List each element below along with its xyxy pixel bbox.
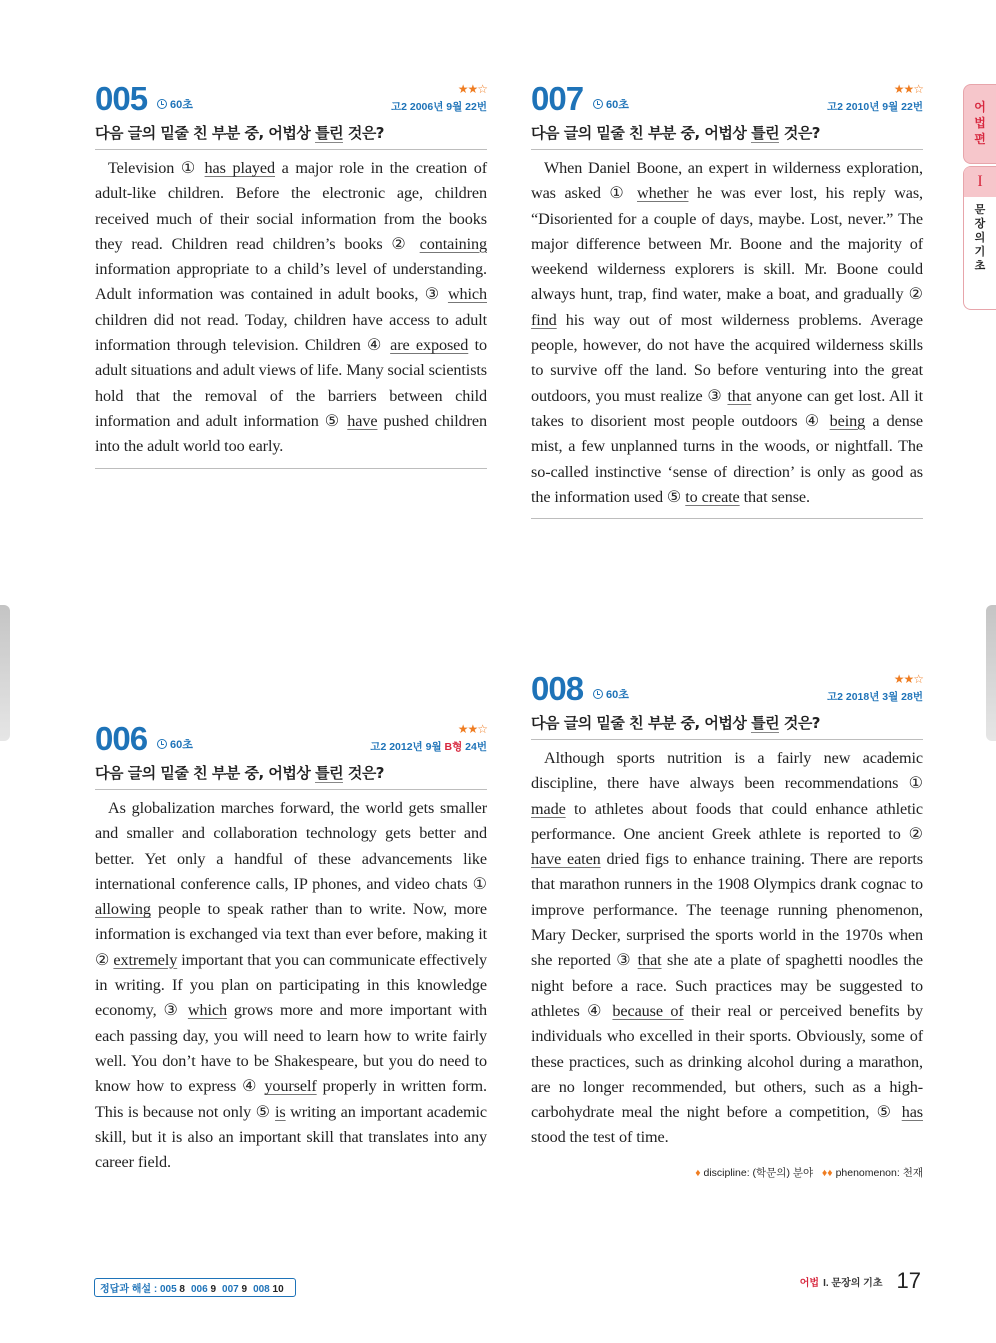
question-prompt [95, 118, 487, 150]
passage-segment: pushed children into the adult world too early. [95, 411, 487, 456]
question-number: 005 [95, 80, 148, 117]
underlined-option: find [531, 310, 557, 329]
tab-char: 초 [974, 259, 986, 272]
passage-segment: anyone can get lost. All it takes to disorient most people outdoors ④ [531, 386, 923, 430]
underlined-option: because of [612, 1001, 684, 1020]
gloss-item: discipline: (학문의) 분야 [703, 1166, 814, 1179]
passage-segment: their real or perceived benefits by individuals who excelled in their sports. Obviously, some of these practices, such as drinking alcohol during a marathon, are no longer recommended, but others, such as a high-carbohydrate meal the night before a competition, ⑤ [531, 1001, 923, 1122]
tab-char: 의 [974, 231, 986, 244]
answer-page: 9 [238, 1284, 248, 1295]
passage-segment: important that you can communicate effectively in writing. If you plan on participating in this knowledge economy, ③ [95, 950, 487, 1020]
passage-segment: he was ever lost, his reply was, “Disoriented for a couple of days, maybe. Lost, never.” The major difference between Mr. Boone and the majority of weekend wilderness explorers is skill. Mr. Boone could always hunt, trap, find water, make a boat, and gradually ② [531, 184, 924, 304]
underlined-option: have eaten [531, 850, 601, 869]
prompt-text: 것은? [343, 764, 385, 782]
underlined-option: to create [685, 487, 740, 506]
difficulty-stars: ★★☆ [457, 82, 487, 96]
passage-text [95, 156, 487, 460]
passage-segment: a dense mist, a few unplanned turns in the woods, or nightfall. The so-called instinctive ‘sense of direction’ is only as good as the information used ⑤ [531, 411, 923, 506]
passage-segment: his way out of most wilderness problems. Average people, however, do not have the acquired wilderness skills to survive off the land. So before venturing into the great outdoors, you must realize ③ [531, 310, 923, 405]
underlined-option: is [275, 1102, 286, 1121]
question-source: 고2 2010년 9월 22번 [826, 101, 923, 113]
passage-segment: dried figs to enhance training. There are reports that marathon runners in the 1908 Olympics drank cognac to improve performance. The teenage running phenomenon, Mary Decker, surprised the sports world in the 1970s when she reported ③ [531, 850, 923, 970]
answer-question: 008 [253, 1284, 270, 1295]
underlined-option: containing [419, 234, 487, 253]
chapter-tab[interactable] [963, 166, 996, 310]
question-header [531, 670, 923, 708]
section-tab-grammar[interactable] [963, 84, 996, 164]
passage [531, 740, 923, 1159]
time-limit [157, 736, 193, 752]
question-prompt [531, 708, 923, 740]
passage-text [95, 796, 487, 1175]
passage-segment: As globalization marches forward, the world gets smaller and smaller and collaboration technology gets better and better. Yet only a handful of these advancements like international conference calls, IP phones, and video chats ① [95, 799, 487, 893]
question-prompt [95, 758, 487, 790]
question-header [531, 80, 923, 118]
page-footer [800, 1268, 921, 1294]
passage-segment: she ate a plate of spaghetti noodles the night before a race. Such practices may be suggested to athletes ④ [531, 951, 923, 1020]
question-number: 007 [531, 80, 584, 117]
passage [531, 150, 923, 519]
passage [95, 150, 487, 469]
left-page-edge [0, 605, 10, 741]
time-value: 60초 [170, 99, 193, 111]
passage-segment: to athletes about foods that could enhance athletic performance. One ancient Greek athlete is reported to ② [531, 799, 923, 843]
prompt-emphasis: 틀린 [751, 124, 780, 142]
right-page-edge [986, 605, 996, 741]
question-source: 고2 2006년 9월 22번 [390, 101, 487, 113]
passage-text [531, 156, 923, 510]
clock-icon [593, 689, 603, 699]
question-005 [95, 80, 487, 469]
gloss-item: phenomenon: 천재 [835, 1166, 923, 1179]
passage-segment: writing an important academic skill, but it is also an important skill that translates into any career field. [95, 1102, 488, 1172]
passage-segment: grows more and more important with each passing day, you will need to learn how to write fairly well. You don’t have to be Shakespeare, but you do need to know how to express ④ [95, 1001, 487, 1096]
prompt-emphasis: 틀린 [751, 714, 780, 732]
time-limit [593, 96, 629, 112]
time-value: 60초 [606, 689, 629, 701]
underlined-option: extremely [113, 950, 178, 969]
time-value: 60초 [606, 99, 629, 111]
passage-segment: properly in written form. This is because not only ⑤ [95, 1077, 487, 1121]
source-type: B형 [444, 741, 463, 753]
time-limit [157, 96, 193, 112]
passage-segment: that sense. [739, 487, 810, 506]
prompt-emphasis: 틀린 [315, 764, 344, 782]
passage-segment: stood the test of time. [531, 1128, 669, 1147]
underlined-option: have [347, 411, 378, 430]
footer-chapter: I. 문장의 기초 [823, 1277, 883, 1289]
chapter-roman: I [964, 167, 996, 197]
prompt-emphasis: 틀린 [315, 124, 344, 142]
underlined-option: being [829, 411, 866, 430]
underlined-option: that [727, 386, 752, 405]
passage-segment: children did not read. Today, children have access to adult information through television. Children ④ [95, 310, 487, 355]
tab-char: 어 [974, 100, 986, 114]
answer-question: 005 [159, 1284, 177, 1295]
question-source: 고2 2018년 3월 28번 [826, 691, 923, 703]
difficulty-stars: ★★☆ [893, 82, 923, 96]
underlined-option: are exposed [390, 336, 469, 355]
question-007 [531, 80, 923, 519]
section-tab-label [964, 99, 996, 147]
answer-items [160, 1284, 290, 1295]
prompt-text: 것은? [779, 124, 821, 142]
passage-segment: Although sports nutrition is a fairly new academic discipline, there have always been recommendations ① [531, 749, 923, 793]
footer-section: 어법 [799, 1277, 820, 1289]
passage-segment: to adult situations and adult views of life. Many social scientists hold that the removal of the barriers between child information and adult information ⑤ [95, 336, 487, 430]
tab-char: 장 [974, 217, 986, 230]
question-header [95, 720, 487, 758]
tab-char: 문 [974, 203, 986, 216]
clock-icon [593, 99, 603, 109]
tab-char: 편 [974, 132, 986, 146]
prompt-text: 다음 글의 밑줄 친 부분 중, 어법상 [95, 764, 316, 782]
clock-icon [157, 739, 167, 749]
answer-reference [94, 1278, 296, 1297]
question-number: 006 [95, 720, 148, 757]
question-006 [95, 720, 487, 1183]
passage-segment: When Daniel Boone, an expert in wilderness exploration, was asked ① [531, 159, 923, 203]
time-limit [593, 686, 629, 702]
clock-icon [157, 99, 167, 109]
question-header [95, 80, 487, 118]
passage-segment: Television ① [108, 159, 205, 177]
underlined-option: which [447, 285, 487, 304]
passage [95, 790, 487, 1183]
page-number: 17 [896, 1268, 921, 1293]
chapter-tab-label [964, 197, 996, 273]
question-prompt [531, 118, 923, 150]
passage-segment: people to speak rather than to write. Now, more information is exchanged via text than ever before, making it ② [95, 900, 487, 969]
source-text: 24번 [462, 741, 487, 753]
glossary [531, 1159, 923, 1180]
answer-page: 10 [269, 1284, 284, 1295]
passage-text [531, 746, 923, 1151]
underlined-option: allowing [95, 900, 151, 919]
underlined-option: that [637, 951, 662, 970]
source-text: 고2 2012년 9월 [370, 741, 445, 753]
question-008 [531, 670, 923, 1180]
answer-question: 007 [222, 1284, 239, 1295]
time-value: 60초 [170, 739, 193, 751]
underlined-option: which [187, 1001, 227, 1020]
underlined-option: whether [637, 184, 689, 203]
diamond-icon: ♦ [695, 1166, 701, 1179]
answer-page: 8 [176, 1284, 185, 1295]
prompt-text: 것은? [779, 714, 821, 732]
answer-question: 006 [191, 1284, 208, 1295]
underlined-option: has played [204, 159, 276, 177]
prompt-text: 다음 글의 밑줄 친 부분 중, 어법상 [531, 714, 752, 732]
tab-char: 법 [974, 116, 986, 130]
question-number: 008 [531, 670, 584, 707]
passage-segment: information appropriate to a child’s level of understanding. Adult information was contained in adult books, ③ [95, 260, 487, 304]
answer-page: 9 [207, 1284, 217, 1295]
question-source [370, 739, 487, 754]
difficulty-stars: ★★☆ [457, 722, 487, 736]
prompt-text: 다음 글의 밑줄 친 부분 중, 어법상 [531, 124, 752, 142]
double-diamond-icon: ♦♦ [821, 1166, 833, 1179]
underlined-option: made [531, 799, 566, 818]
prompt-text: 것은? [343, 124, 385, 142]
prompt-text: 다음 글의 밑줄 친 부분 중, 어법상 [95, 124, 316, 142]
difficulty-stars: ★★☆ [893, 672, 923, 686]
passage-segment: a major role in the creation of adult-like children. Before the electronic age, children received much of their social information from the books they read. Children read children’s books ② [95, 159, 487, 253]
tab-char: 기 [974, 245, 986, 258]
underlined-option: has [901, 1103, 923, 1122]
answer-label: 정답과 해설 : [100, 1284, 160, 1295]
underlined-option: yourself [264, 1077, 317, 1096]
